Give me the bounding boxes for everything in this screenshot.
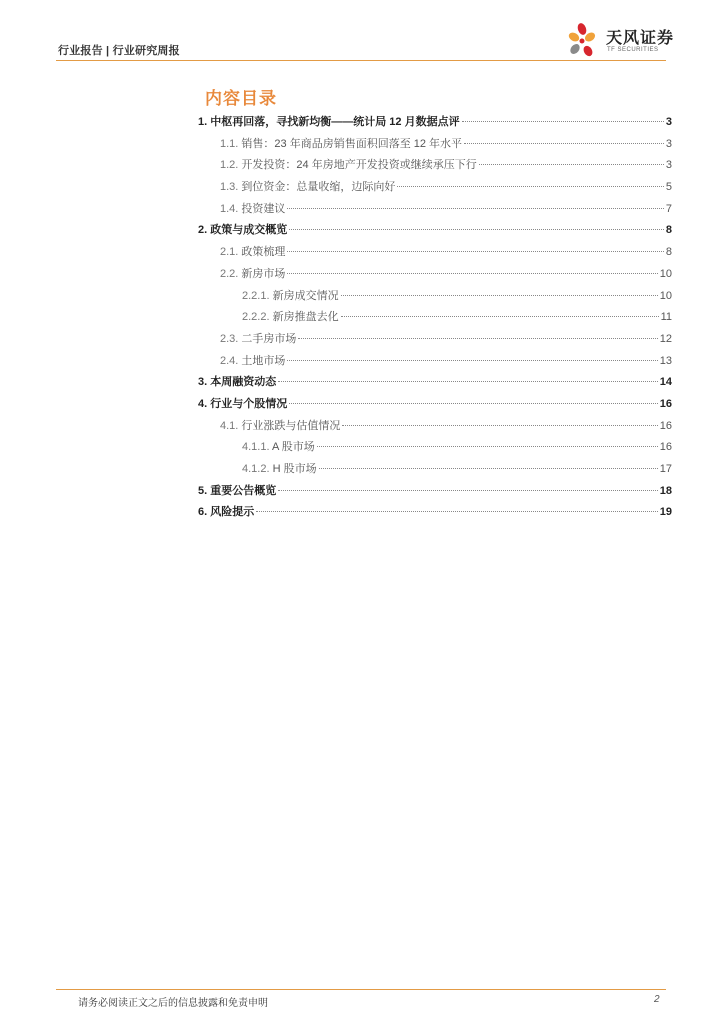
footer-divider [56, 989, 666, 990]
toc-entry-number: 1.1. [220, 137, 239, 150]
toc-entry-text: 风险提示 [210, 506, 255, 519]
toc-entry-title [242, 307, 339, 329]
toc-entry-page: 18 [659, 484, 672, 497]
toc-entry-text: 销售：23 年商品房销售面积回落至 12 年水平 [241, 137, 463, 150]
toc-entry-title [198, 502, 254, 524]
toc-entry-text: 投资建议 [241, 202, 286, 215]
toc-dot-leader [289, 403, 658, 404]
toc-entry-text: 重要公告概览 [210, 484, 277, 497]
toc-entry-title [198, 220, 287, 242]
toc-entry-page: 3 [665, 137, 672, 150]
toc-entry-text: 新房成交情况 [272, 289, 339, 302]
toc-entry-page: 12 [659, 332, 672, 345]
toc-entry-number: 2. [198, 224, 208, 237]
toc-dot-leader [287, 273, 657, 274]
toc-entry-text: 二手房市场 [241, 332, 297, 345]
toc-entry[interactable] [198, 286, 672, 308]
table-of-contents [198, 112, 672, 524]
toc-entry-text: 行业涨跌与估值情况 [241, 419, 341, 432]
toc-title: 内容目录 [205, 89, 277, 108]
toc-entry[interactable] [198, 459, 672, 481]
toc-entry[interactable] [198, 155, 672, 177]
toc-entry[interactable] [198, 199, 672, 221]
toc-entry-text: 开发投资：24 年房地产开发投资或继续承压下行 [241, 159, 477, 172]
toc-entry[interactable] [198, 481, 672, 503]
toc-entry-title [220, 329, 296, 351]
toc-entry-page: 11 [660, 311, 672, 324]
toc-entry-page: 8 [665, 246, 672, 259]
toc-dot-leader [479, 164, 664, 165]
footer-disclaimer: 请务必阅读正文之后的信息披露和免责申明 [78, 998, 268, 1009]
toc-entry-text: 政策梳理 [241, 246, 286, 259]
toc-entry-page: 13 [659, 354, 672, 367]
toc-entry-title [198, 481, 276, 503]
toc-entry-number: 1.2. [220, 159, 239, 172]
toc-entry-page: 17 [659, 463, 672, 475]
toc-entry[interactable] [198, 307, 672, 329]
toc-entry-number: 2.3. [220, 332, 239, 345]
toc-entry-title [220, 416, 340, 438]
toc-entry-title [220, 264, 285, 286]
toc-entry[interactable] [198, 351, 672, 373]
toc-entry[interactable] [198, 112, 672, 134]
toc-entry-page: 16 [659, 441, 672, 454]
toc-entry-page: 14 [659, 376, 672, 389]
toc-entry[interactable] [198, 329, 672, 351]
toc-entry-title [242, 286, 339, 308]
toc-entry-number: 6. [198, 506, 208, 519]
toc-entry-text: 新房推盘去化 [272, 311, 339, 324]
toc-entry[interactable] [198, 372, 672, 394]
toc-dot-leader [341, 295, 658, 296]
toc-entry[interactable] [198, 220, 672, 242]
toc-entry-title [220, 177, 395, 199]
toc-entry-number: 4.1. [220, 419, 239, 432]
toc-entry-title [198, 394, 287, 416]
toc-entry-page: 10 [659, 289, 672, 302]
footer-page-number: 2 [654, 994, 660, 1005]
toc-entry[interactable] [198, 437, 672, 459]
toc-entry-title [220, 199, 285, 221]
toc-entry-page: 16 [659, 397, 672, 410]
header-left-text: 行业报告 | 行业研究周报 [58, 45, 180, 57]
toc-entry-page: 3 [665, 116, 672, 128]
toc-entry-page: 5 [665, 181, 672, 194]
toc-entry-title [242, 437, 315, 459]
toc-dot-leader [341, 316, 659, 317]
toc-entry[interactable] [198, 394, 672, 416]
logo-english-name: TF SECURITIES [607, 47, 659, 53]
toc-entry-number: 2.2. [220, 267, 239, 280]
company-logo [568, 22, 678, 60]
toc-entry-text: 到位资金：总量收缩，边际向好 [241, 181, 396, 194]
toc-entry-number: 1.3. [220, 181, 239, 194]
toc-entry-text: 行业与个股情况 [210, 397, 288, 410]
toc-entry-page: 3 [665, 159, 672, 172]
logo-flower-icon [568, 22, 604, 60]
toc-entry-title [198, 372, 276, 394]
toc-entry[interactable] [198, 502, 672, 524]
toc-dot-leader [317, 446, 658, 447]
toc-entry-number: 1. [198, 116, 208, 128]
toc-dot-leader [278, 490, 658, 491]
toc-entry-number: 3. [198, 376, 208, 389]
toc-entry-title [220, 351, 285, 373]
toc-entry-number: 4.1.2. [242, 463, 270, 475]
toc-dot-leader [298, 338, 657, 339]
toc-dot-leader [397, 186, 663, 187]
logo-chinese-name: 天风证券 [606, 28, 675, 47]
toc-entry-text: 政策与成交概览 [210, 224, 288, 237]
toc-entry[interactable] [198, 416, 672, 438]
toc-entry-title [220, 134, 462, 156]
toc-entry-text: 本周融资动态 [210, 376, 277, 389]
toc-entry-page: 19 [659, 506, 672, 519]
toc-entry-number: 2.2.2. [242, 311, 270, 324]
toc-entry-page: 16 [659, 419, 672, 432]
toc-entry-title [220, 242, 285, 264]
toc-dot-leader [319, 468, 658, 469]
toc-dot-leader [287, 251, 663, 252]
toc-entry-number: 2.2.1. [242, 289, 270, 302]
toc-entry-number: 1.4. [220, 202, 239, 215]
toc-entry[interactable] [198, 177, 672, 199]
toc-entry[interactable] [198, 264, 672, 286]
toc-entry-text: H 股市场 [272, 463, 317, 475]
toc-entry-number: 2.4. [220, 354, 239, 367]
toc-entry-page: 10 [659, 267, 672, 280]
header-divider [56, 60, 666, 61]
toc-entry-title [198, 112, 460, 134]
toc-dot-leader [342, 425, 657, 426]
toc-entry-text: 新房市场 [241, 267, 286, 280]
toc-entry-number: 4. [198, 397, 208, 410]
toc-dot-leader [278, 381, 658, 382]
toc-dot-leader [256, 511, 658, 512]
toc-entry-text: A 股市场 [271, 441, 315, 454]
toc-entry-page: 7 [665, 202, 672, 215]
toc-entry-number: 5. [198, 484, 208, 497]
toc-dot-leader [462, 121, 664, 122]
toc-entry-text: 土地市场 [241, 354, 286, 367]
toc-dot-leader [287, 208, 663, 209]
toc-dot-leader [289, 229, 664, 230]
toc-entry-number: 4.1.1. [242, 441, 270, 454]
toc-entry[interactable] [198, 134, 672, 156]
toc-entry-title [220, 155, 477, 177]
toc-entry-title [242, 459, 317, 481]
toc-entry-text: 中枢再回落，寻找新均衡——统计局 12 月数据点评 [210, 116, 460, 128]
toc-entry[interactable] [198, 242, 672, 264]
toc-dot-leader [464, 143, 664, 144]
toc-entry-number: 2.1. [220, 246, 239, 259]
toc-dot-leader [287, 360, 657, 361]
toc-entry-page: 8 [665, 224, 672, 237]
